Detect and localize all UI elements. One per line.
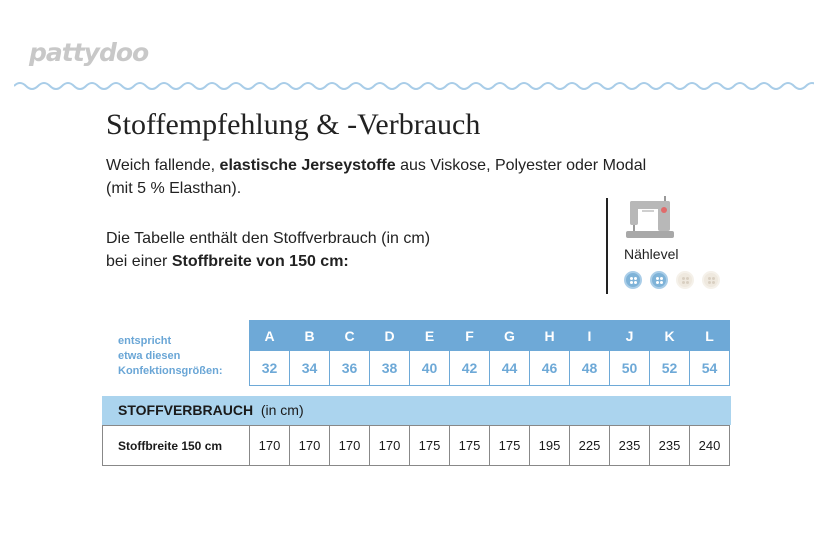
size-letter: C — [330, 321, 370, 351]
size-letter-row — [250, 321, 730, 351]
size-number: 32 — [250, 351, 290, 386]
sizes-label-line: etwa diesen — [118, 350, 181, 362]
note-line2-pre: bei einer — [106, 253, 172, 270]
consumption-header — [102, 396, 731, 425]
intro-pre: Weich fallende, — [106, 157, 220, 174]
size-letter: D — [370, 321, 410, 351]
pattydoo-logo[interactable]: pattydoo — [29, 38, 149, 67]
size-letter: G — [490, 321, 530, 351]
size-number-row — [250, 351, 730, 386]
size-number: 44 — [490, 351, 530, 386]
page-title: Stoffempfehlung & -Verbrauch — [106, 108, 481, 141]
consumption-header-unit: (in cm) — [260, 402, 304, 418]
consumption-value: 225 — [570, 426, 610, 466]
row-label: Stoffbreite 150 cm — [103, 426, 250, 466]
sizes-label-line: Konfektionsgrößen: — [118, 365, 223, 377]
consumption-header-title: STOFFVERBRAUCH — [118, 402, 254, 418]
size-number: 52 — [650, 351, 690, 386]
consumption-value: 235 — [650, 426, 690, 466]
size-number: 46 — [530, 351, 570, 386]
intro-bold: elastische Jerseystoffe — [219, 157, 396, 174]
note-line2-bold: Stoffbreite von 150 cm: — [171, 253, 349, 270]
consumption-value: 240 — [690, 426, 730, 466]
consumption-value: 195 — [530, 426, 570, 466]
size-letter: I — [570, 321, 610, 351]
table-note — [106, 227, 430, 273]
level-button-icon — [650, 271, 668, 289]
consumption-value: 175 — [490, 426, 530, 466]
size-number: 54 — [690, 351, 730, 386]
size-letter: B — [290, 321, 330, 351]
size-number: 40 — [410, 351, 450, 386]
sewing-level-label: Nählevel — [624, 246, 679, 262]
size-letter: A — [250, 321, 290, 351]
size-number: 36 — [330, 351, 370, 386]
size-number: 34 — [290, 351, 330, 386]
size-letter: F — [450, 321, 490, 351]
level-button-icon — [676, 271, 694, 289]
sewing-machine-icon — [624, 196, 676, 242]
consumption-value: 170 — [290, 426, 330, 466]
consumption-value: 175 — [410, 426, 450, 466]
level-divider — [606, 198, 608, 294]
size-letter: H — [530, 321, 570, 351]
consumption-value: 175 — [450, 426, 490, 466]
intro-post: aus Viskose, Polyester oder Modal — [395, 157, 647, 174]
size-number: 50 — [610, 351, 650, 386]
consumption-value: 170 — [250, 426, 290, 466]
size-letter: L — [690, 321, 730, 351]
size-number: 48 — [570, 351, 610, 386]
note-line1: Die Tabelle enthält den Stoffverbrauch (in cm) — [106, 230, 431, 247]
level-button-icon — [702, 271, 720, 289]
size-table — [249, 320, 730, 386]
level-button-icon — [624, 271, 642, 289]
size-letter: E — [410, 321, 450, 351]
intro-line2: (mit 5 % Elasthan). — [106, 180, 242, 197]
size-number: 38 — [370, 351, 410, 386]
size-letter: J — [610, 321, 650, 351]
table-row — [103, 426, 730, 466]
sizes-label-line: entspricht — [118, 335, 172, 347]
consumption-table — [102, 425, 730, 466]
size-number: 42 — [450, 351, 490, 386]
wave-divider — [14, 80, 814, 92]
consumption-value: 235 — [610, 426, 650, 466]
consumption-value: 170 — [370, 426, 410, 466]
consumption-value: 170 — [330, 426, 370, 466]
size-letter: K — [650, 321, 690, 351]
fabric-description — [106, 154, 646, 200]
sewing-level-rating — [624, 271, 720, 289]
sizes-label — [118, 334, 223, 379]
